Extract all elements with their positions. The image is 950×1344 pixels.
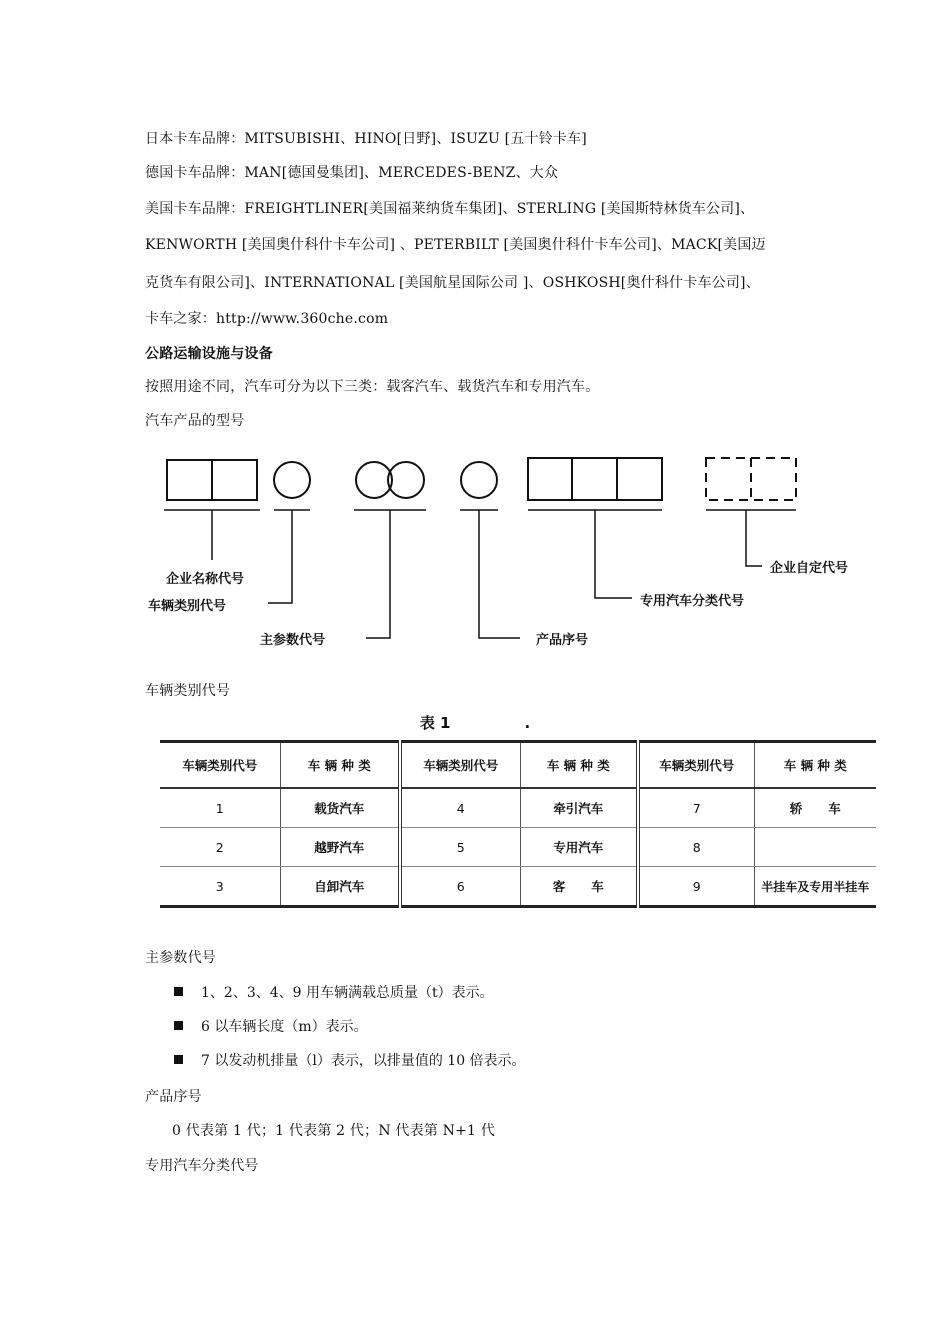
table-header: 车 辆 种 类 bbox=[754, 742, 876, 789]
table-cell: 1 bbox=[160, 788, 280, 828]
table-cell: 5 bbox=[400, 828, 520, 867]
bullet-square-icon bbox=[174, 1021, 183, 1030]
table-header: 车 辆 种 类 bbox=[520, 742, 638, 789]
main-param-title: 主参数代号 bbox=[145, 950, 216, 966]
label-enterprise-name: 企业名称代号 bbox=[166, 572, 245, 587]
special-class-boxes bbox=[528, 458, 662, 500]
table-cell: 2 bbox=[160, 828, 280, 867]
table-cell: 专用汽车 bbox=[520, 828, 638, 867]
table-header-row bbox=[160, 742, 876, 789]
table-title bbox=[0, 712, 950, 733]
list-item bbox=[174, 982, 494, 1002]
special-class-title: 专用汽车分类代号 bbox=[145, 1158, 259, 1174]
table-row bbox=[160, 828, 876, 867]
product-seq-text: 0 代表第 1 代；1 代表第 2 代；N 代表第 N+1 代 bbox=[172, 1123, 496, 1139]
bullet-square-icon bbox=[174, 987, 183, 996]
table-cell: 7 bbox=[638, 788, 754, 828]
table-cell: 客 车 bbox=[520, 867, 638, 907]
table-cell: 4 bbox=[400, 788, 520, 828]
label-enterprise-custom: 企业自定代号 bbox=[770, 561, 849, 576]
table-cell: 载货汽车 bbox=[280, 788, 400, 828]
brands-germany: 德国卡车品牌：MAN[德国曼集团]、MERCEDES-BENZ、大众 bbox=[145, 165, 559, 181]
list-item bbox=[174, 1016, 368, 1036]
table-cell: 6 bbox=[400, 867, 520, 907]
category-title: 车辆类别代号 bbox=[145, 683, 231, 699]
label-special-class: 专用汽车分类代号 bbox=[640, 594, 745, 609]
label-main-param: 主参数代号 bbox=[260, 633, 326, 648]
table-header: 车辆类别代号 bbox=[400, 742, 520, 789]
product-seq-title: 产品序号 bbox=[145, 1089, 202, 1105]
main-param-circle-2 bbox=[388, 462, 424, 498]
brands-usa-line-3: 克货车有限公司]、INTERNATIONAL [美国航星国际公司 ]、OSHKOSH[奥什科什卡车公司]、 bbox=[145, 275, 760, 291]
table-cell: 8 bbox=[638, 828, 754, 867]
product-seq-circle bbox=[461, 462, 497, 498]
table-cell bbox=[754, 828, 876, 867]
table-cell: 越野汽车 bbox=[280, 828, 400, 867]
table-cell: 轿 车 bbox=[754, 788, 876, 828]
section-heading: 公路运输设施与设备 bbox=[145, 346, 273, 362]
brands-japan: 日本卡车品牌：MITSUBISHI、HINO[日野]、ISUZU [五十铃卡车] bbox=[145, 131, 587, 147]
model-number-diagram bbox=[140, 448, 880, 658]
intro-text: 按照用途不同，汽车可分为以下三类：载客汽车、载货汽车和专用汽车。 bbox=[145, 379, 600, 395]
list-item-text: 1、2、3、4、9 用车辆满载总质量（t）表示。 bbox=[201, 985, 494, 1001]
bullet-square-icon bbox=[174, 1055, 183, 1064]
website-line: 卡车之家：http://www.360che.com bbox=[145, 311, 389, 327]
brands-usa-line-1: 美国卡车品牌：FREIGHTLINER[美国福莱纳货车集团]、STERLING [美国斯特林货车公司]、 bbox=[145, 201, 755, 217]
vehicle-category-table bbox=[160, 740, 876, 908]
model-title: 汽车产品的型号 bbox=[145, 413, 245, 429]
table-cell: 半挂车及专用半挂车 bbox=[754, 867, 876, 907]
list-item bbox=[174, 1050, 526, 1070]
table-cell: 9 bbox=[638, 867, 754, 907]
table-title-text: 表 1 bbox=[419, 714, 451, 732]
vehicle-category-circle bbox=[274, 462, 310, 498]
table-row bbox=[160, 788, 876, 828]
table-cell: 牵引汽车 bbox=[520, 788, 638, 828]
table-header: 车辆类别代号 bbox=[638, 742, 754, 789]
table-row bbox=[160, 867, 876, 907]
table-cell: 3 bbox=[160, 867, 280, 907]
table-title-mark: . bbox=[524, 714, 531, 732]
brands-usa-line-2: KENWORTH [美国奥什科什卡车公司] 、PETERBILT [美国奥什科什卡车公司]、MACK[美国迈 bbox=[145, 237, 766, 253]
main-param-circle-1 bbox=[356, 462, 392, 498]
list-item-text: 6 以车辆长度（m）表示。 bbox=[201, 1019, 368, 1035]
list-item-text: 7 以发动机排量（l）表示，以排量值的 10 倍表示。 bbox=[201, 1053, 526, 1069]
table-header: 车辆类别代号 bbox=[160, 742, 280, 789]
table-cell: 自卸汽车 bbox=[280, 867, 400, 907]
table-header: 车 辆 种 类 bbox=[280, 742, 400, 789]
label-product-seq: 产品序号 bbox=[536, 633, 589, 648]
label-vehicle-category: 车辆类别代号 bbox=[148, 599, 227, 614]
